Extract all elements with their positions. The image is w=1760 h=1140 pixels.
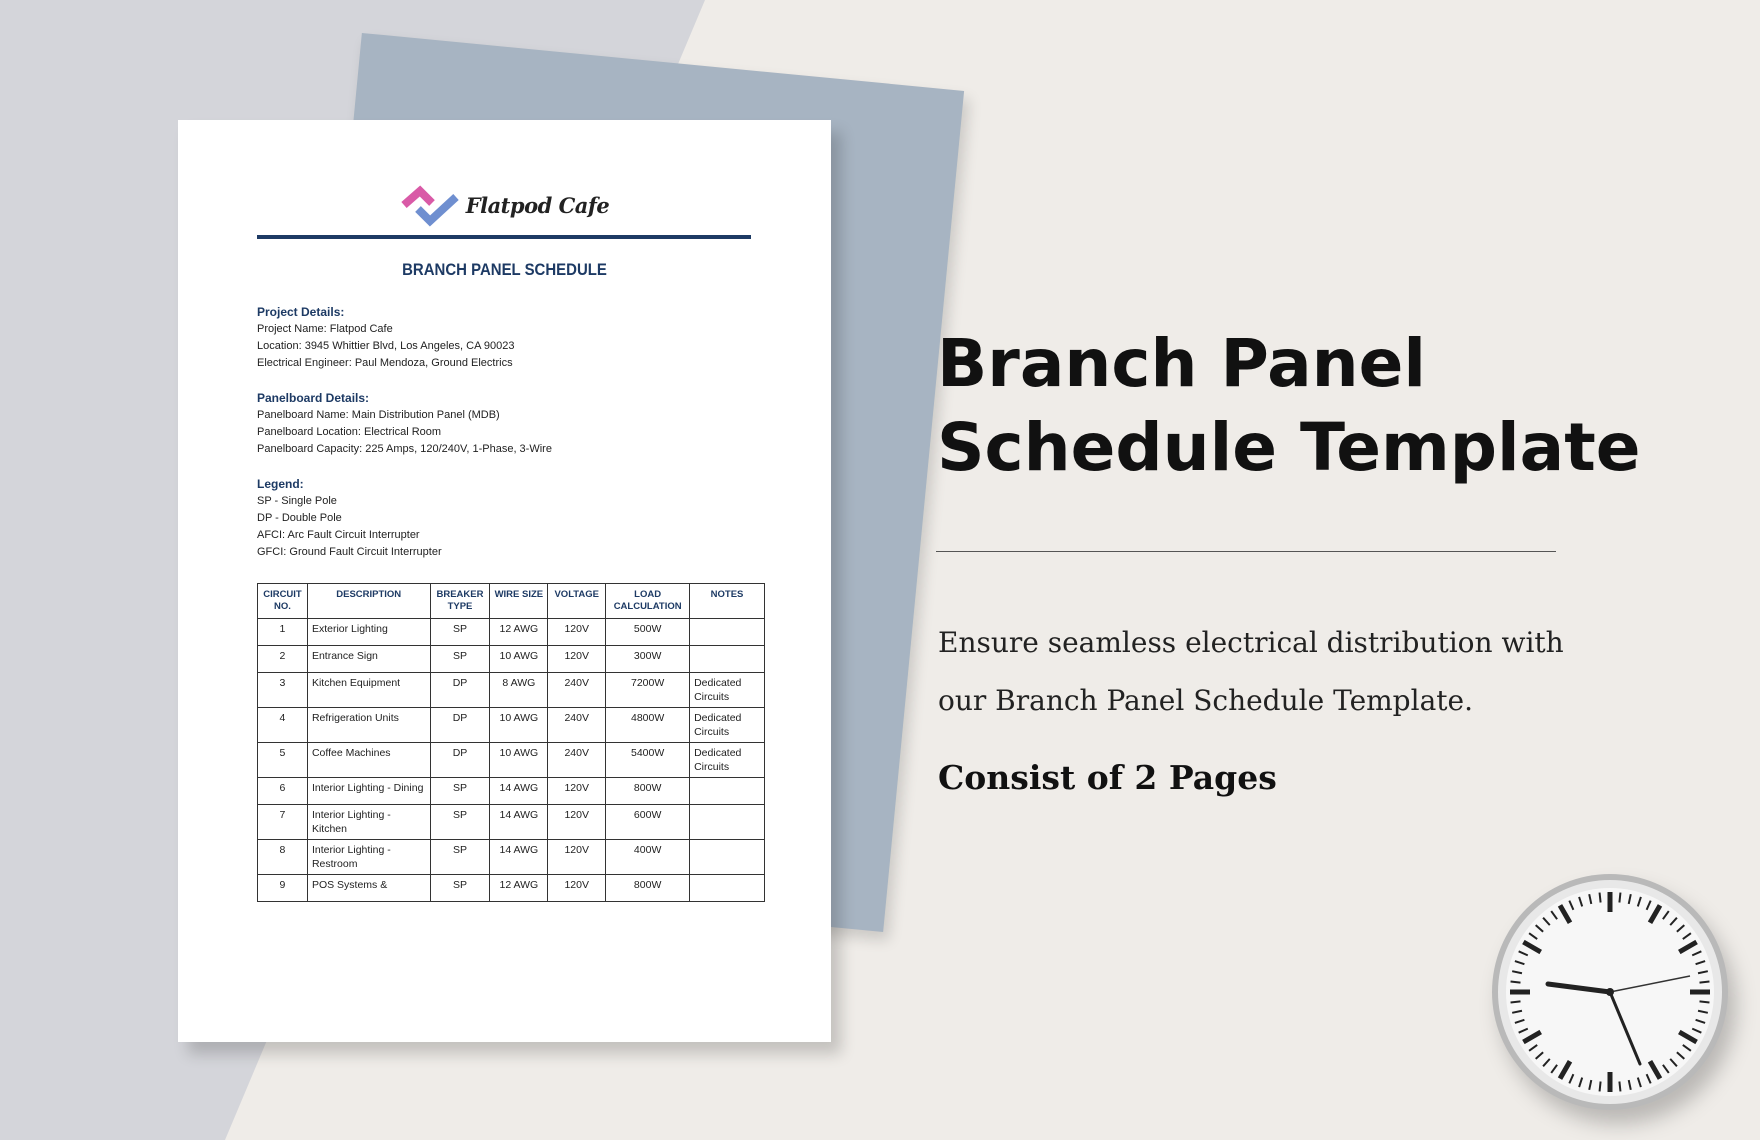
- table-row: [258, 708, 765, 743]
- table-cell: 120V: [548, 875, 606, 902]
- tagline-line: our Branch Panel Schedule Template.: [938, 684, 1473, 717]
- pages-note: Consist of 2 Pages: [938, 758, 1277, 797]
- legend-line: SP - Single Pole: [257, 495, 337, 507]
- column-header: VOLTAGE: [548, 584, 606, 619]
- table-row: [258, 646, 765, 673]
- table-cell: 8: [258, 840, 308, 875]
- table-cell: SP: [430, 619, 490, 646]
- table-cell: 1: [258, 619, 308, 646]
- table-cell: Interior Lighting - Dining: [307, 778, 430, 805]
- table-cell: 10 AWG: [490, 646, 548, 673]
- panelboard-line: Panelboard Name: Main Distribution Panel (MDB): [257, 409, 500, 421]
- table-cell: 14 AWG: [490, 778, 548, 805]
- table-cell: SP: [430, 805, 490, 840]
- headline-line: Branch Panel: [937, 325, 1426, 402]
- table-cell: 600W: [606, 805, 690, 840]
- table-cell: 120V: [548, 619, 606, 646]
- table-row: [258, 875, 765, 902]
- table-cell: [690, 875, 765, 902]
- table-cell: SP: [430, 778, 490, 805]
- table-cell: DP: [430, 743, 490, 778]
- legend-line: AFCI: Arc Fault Circuit Interrupter: [257, 529, 420, 541]
- logo-mark-icon: [400, 183, 462, 227]
- table-row: [258, 778, 765, 805]
- legend-heading: Legend:: [257, 477, 304, 491]
- table-cell: Dedicated Circuits: [690, 673, 765, 708]
- header-rule: [257, 235, 751, 239]
- promo-headline: [937, 322, 1657, 490]
- table-cell: 10 AWG: [490, 743, 548, 778]
- table-cell: 3: [258, 673, 308, 708]
- table-row: [258, 743, 765, 778]
- clock-tick: [1511, 982, 1521, 983]
- project-details: [257, 304, 797, 372]
- table-cell: Kitchen Equipment: [307, 673, 430, 708]
- logo-text: Flatpod Cafe: [465, 192, 610, 218]
- table-cell: SP: [430, 840, 490, 875]
- legend-line: DP - Double Pole: [257, 512, 342, 524]
- clock-tick: [1511, 1001, 1521, 1002]
- table-cell: POS Systems &: [307, 875, 430, 902]
- table-cell: 7: [258, 805, 308, 840]
- clock-tick: [1600, 1082, 1601, 1092]
- legend: [257, 476, 797, 561]
- table-row: [258, 805, 765, 840]
- table-cell: 500W: [606, 619, 690, 646]
- table-row: [258, 619, 765, 646]
- project-heading: Project Details:: [257, 305, 345, 319]
- clock-tick: [1600, 893, 1601, 903]
- clock-tick: [1700, 1001, 1710, 1002]
- table-cell: Refrigeration Units: [307, 708, 430, 743]
- panelboard-line: Panelboard Capacity: 225 Amps, 120/240V, 1-Phase, 3-Wire: [257, 443, 552, 455]
- table-cell: 400W: [606, 840, 690, 875]
- table-cell: DP: [430, 708, 490, 743]
- tagline-line: Ensure seamless electrical distribution with: [938, 626, 1564, 659]
- panelboard-line: Panelboard Location: Electrical Room: [257, 426, 442, 438]
- table-cell: SP: [430, 875, 490, 902]
- table-cell: 4800W: [606, 708, 690, 743]
- table-cell: 240V: [548, 743, 606, 778]
- table-cell: Dedicated Circuits: [690, 708, 765, 743]
- clock-tick: [1619, 893, 1620, 903]
- column-header: BREAKER TYPE: [430, 584, 490, 619]
- clock-tick: [1619, 1082, 1620, 1092]
- promo-tagline: [938, 614, 1618, 730]
- table-cell: 800W: [606, 778, 690, 805]
- table-cell: 6: [258, 778, 308, 805]
- table-cell: 120V: [548, 840, 606, 875]
- promo-divider: [936, 551, 1556, 552]
- table-cell: 800W: [606, 875, 690, 902]
- table-cell: Exterior Lighting: [307, 619, 430, 646]
- table-cell: Dedicated Circuits: [690, 743, 765, 778]
- project-line: Project Name: Flatpod Cafe: [257, 323, 393, 335]
- table-cell: 14 AWG: [490, 805, 548, 840]
- table-cell: 240V: [548, 673, 606, 708]
- table-cell: Interior Lighting - Kitchen: [307, 805, 430, 840]
- table-row: [258, 840, 765, 875]
- schedule-table: [257, 583, 765, 902]
- table-cell: 120V: [548, 778, 606, 805]
- logo: [178, 180, 831, 230]
- table-cell: [690, 646, 765, 673]
- legend-line: GFCI: Ground Fault Circuit Interrupter: [257, 546, 442, 558]
- project-line: Location: 3945 Whittier Blvd, Los Angeles, CA 90023: [257, 340, 515, 352]
- headline-line: Schedule Template: [937, 409, 1641, 486]
- clock-tick: [1700, 982, 1710, 983]
- table-row: [258, 673, 765, 708]
- table-cell: [690, 805, 765, 840]
- column-header: DESCRIPTION: [307, 584, 430, 619]
- table-cell: 12 AWG: [490, 619, 548, 646]
- table-cell: Interior Lighting - Restroom: [307, 840, 430, 875]
- column-header: WIRE SIZE: [490, 584, 548, 619]
- table-cell: 240V: [548, 708, 606, 743]
- table-cell: 10 AWG: [490, 708, 548, 743]
- document-page: [178, 120, 831, 1042]
- column-header: CIRCUIT NO.: [258, 584, 308, 619]
- table-cell: SP: [430, 646, 490, 673]
- table-cell: [690, 840, 765, 875]
- table-cell: Entrance Sign: [307, 646, 430, 673]
- clock-icon: [1490, 872, 1730, 1112]
- table-cell: 8 AWG: [490, 673, 548, 708]
- table-cell: 120V: [548, 805, 606, 840]
- table-cell: 4: [258, 708, 308, 743]
- table-cell: 9: [258, 875, 308, 902]
- table-cell: 12 AWG: [490, 875, 548, 902]
- table-cell: Coffee Machines: [307, 743, 430, 778]
- table-cell: [690, 778, 765, 805]
- panelboard-details: [257, 390, 797, 458]
- column-header: NOTES: [690, 584, 765, 619]
- table-cell: DP: [430, 673, 490, 708]
- table-cell: 5400W: [606, 743, 690, 778]
- table-cell: 2: [258, 646, 308, 673]
- column-header: LOAD CALCULATION: [606, 584, 690, 619]
- panelboard-heading: Panelboard Details:: [257, 391, 370, 405]
- table-cell: 14 AWG: [490, 840, 548, 875]
- table-cell: 5: [258, 743, 308, 778]
- table-cell: 7200W: [606, 673, 690, 708]
- document-title: BRANCH PANEL SCHEDULE: [402, 260, 607, 279]
- project-line: Electrical Engineer: Paul Mendoza, Ground Electrics: [257, 357, 513, 369]
- table-cell: [690, 619, 765, 646]
- table-cell: 300W: [606, 646, 690, 673]
- table-header-row: [258, 584, 765, 619]
- table-cell: 120V: [548, 646, 606, 673]
